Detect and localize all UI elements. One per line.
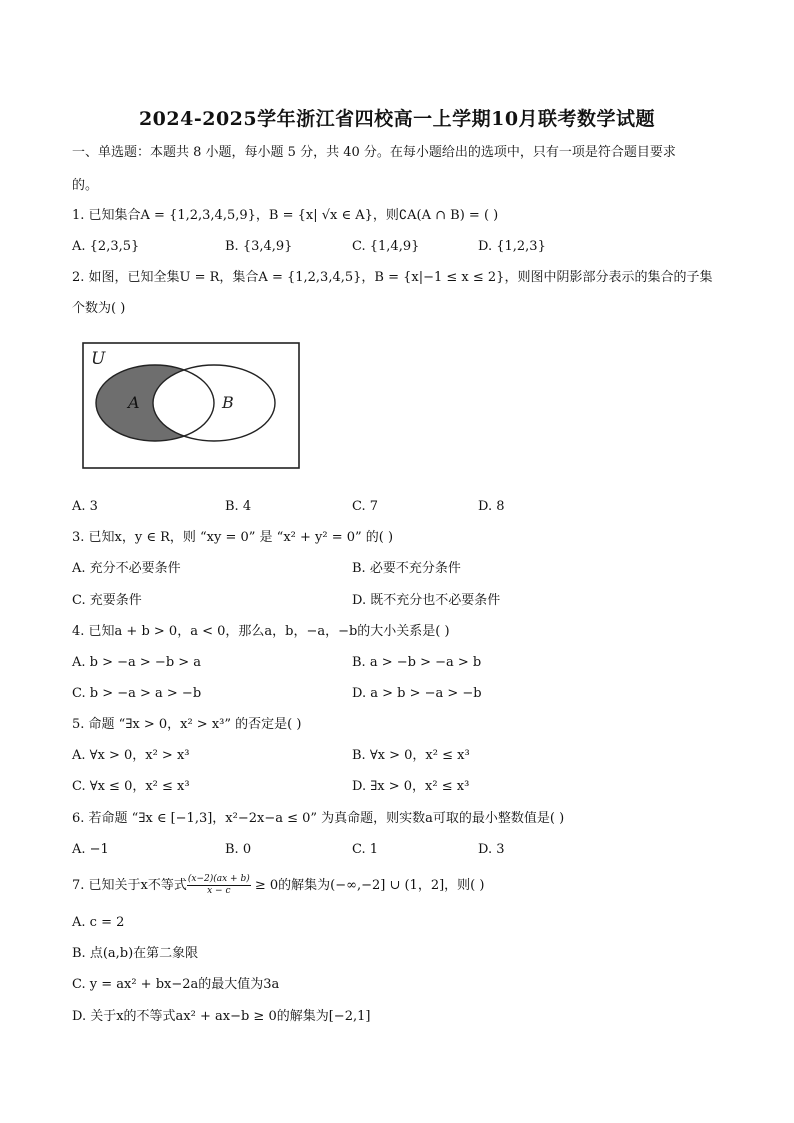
section-heading-cont: 的。 (72, 178, 99, 193)
venn-diagram (82, 340, 304, 472)
set-b-label: B (222, 393, 234, 412)
question-7-option-a: A. c = 2 (72, 915, 125, 930)
question-7-stem (72, 874, 484, 897)
question-6-option-d: D. 3 (478, 842, 505, 857)
question-6-stem: 6. 若命题 “∃x ∈ [−1,3]，x²−2x−a ≤ 0” 为真命题，则实数a可取的最小整数值是( ) (72, 811, 565, 826)
fraction-numerator: (x−2)(ax + b) (187, 874, 250, 884)
universe-label: U (91, 349, 106, 369)
question-1-option-b: B. {3,4,9} (225, 239, 293, 254)
question-5-option-d: D. ∃x > 0，x² ≤ x³ (352, 779, 470, 794)
question-3-stem: 3. 已知x，y ∈ R，则 “xy = 0” 是 “x² + y² = 0” 的( ) (72, 530, 394, 545)
question-2-stem-cont: 个数为( ) (72, 301, 126, 316)
question-4-option-a: A. b > −a > −b > a (72, 655, 202, 670)
question-2-option-a: A. 3 (72, 499, 98, 514)
question-7-fraction (187, 874, 251, 897)
question-5-stem: 5. 命题 “∃x > 0，x² > x³” 的否定是( ) (72, 717, 302, 732)
question-6-option-a: A. −1 (72, 842, 109, 857)
question-6-option-b: B. 0 (225, 842, 252, 857)
question-5-option-b: B. ∀x > 0，x² ≤ x³ (352, 748, 470, 763)
question-1-option-c: C. {1,4,9} (352, 239, 420, 254)
question-1-option-a: A. {2,3,5} (72, 239, 140, 254)
question-7-option-c: C. y = ax² + bx−2a的最大值为3a (72, 977, 280, 992)
question-3-option-a: A. 充分不必要条件 (72, 561, 181, 576)
question-3-option-b: B. 必要不充分条件 (352, 561, 461, 576)
set-a-label: A (128, 393, 140, 412)
question-4-stem: 4. 已知a + b > 0，a < 0，那么a，b，−a，−b的大小关系是( ) (72, 624, 450, 639)
question-3-option-c: C. 充要条件 (72, 593, 142, 608)
question-2-option-d: D. 8 (478, 499, 505, 514)
question-3-option-d: D. 既不充分也不必要条件 (352, 593, 501, 608)
question-7-stem-start: 7. 已知关于x不等式 (72, 878, 187, 893)
question-5-option-a: A. ∀x > 0，x² > x³ (72, 748, 190, 763)
question-7-option-d: D. 关于x的不等式ax² + ax−b ≥ 0的解集为[−2,1] (72, 1009, 371, 1024)
question-6-option-c: C. 1 (352, 842, 379, 857)
page-title: 2024-2025学年浙江省四校高一上学期10月联考数学试题 (138, 108, 656, 130)
question-7-option-b: B. 点(a,b)在第二象限 (72, 946, 199, 961)
question-5-option-c: C. ∀x ≤ 0，x² ≤ x³ (72, 779, 190, 794)
question-4-option-d: D. a > b > −a > −b (352, 686, 482, 701)
question-2-option-b: B. 4 (225, 499, 252, 514)
question-1-stem: 1. 已知集合A = {1,2,3,4,5,9}，B = {x| √x ∈ A}，则∁A(A ∩ B) = ( ) (72, 208, 499, 223)
question-7-stem-end: ≥ 0的解集为(−∞,−2] ∪ (1，2]，则( ) (250, 878, 485, 893)
question-4-option-b: B. a > −b > −a > b (352, 655, 482, 670)
fraction-denominator: x − c (207, 886, 231, 896)
question-4-option-c: C. b > −a > a > −b (72, 686, 202, 701)
question-1-option-d: D. {1,2,3} (478, 239, 546, 254)
question-2-option-c: C. 7 (352, 499, 379, 514)
question-2-stem: 2. 如图，已知全集U = R，集合A = {1,2,3,4,5}，B = {x|−1 ≤ x ≤ 2}，则图中阴影部分表示的集合的子集 (72, 270, 713, 285)
section-heading: 一、单选题：本题共 8 小题，每小题 5 分，共 40 分。在每小题给出的选项中，只有一项是符合题目要求 (72, 145, 676, 160)
